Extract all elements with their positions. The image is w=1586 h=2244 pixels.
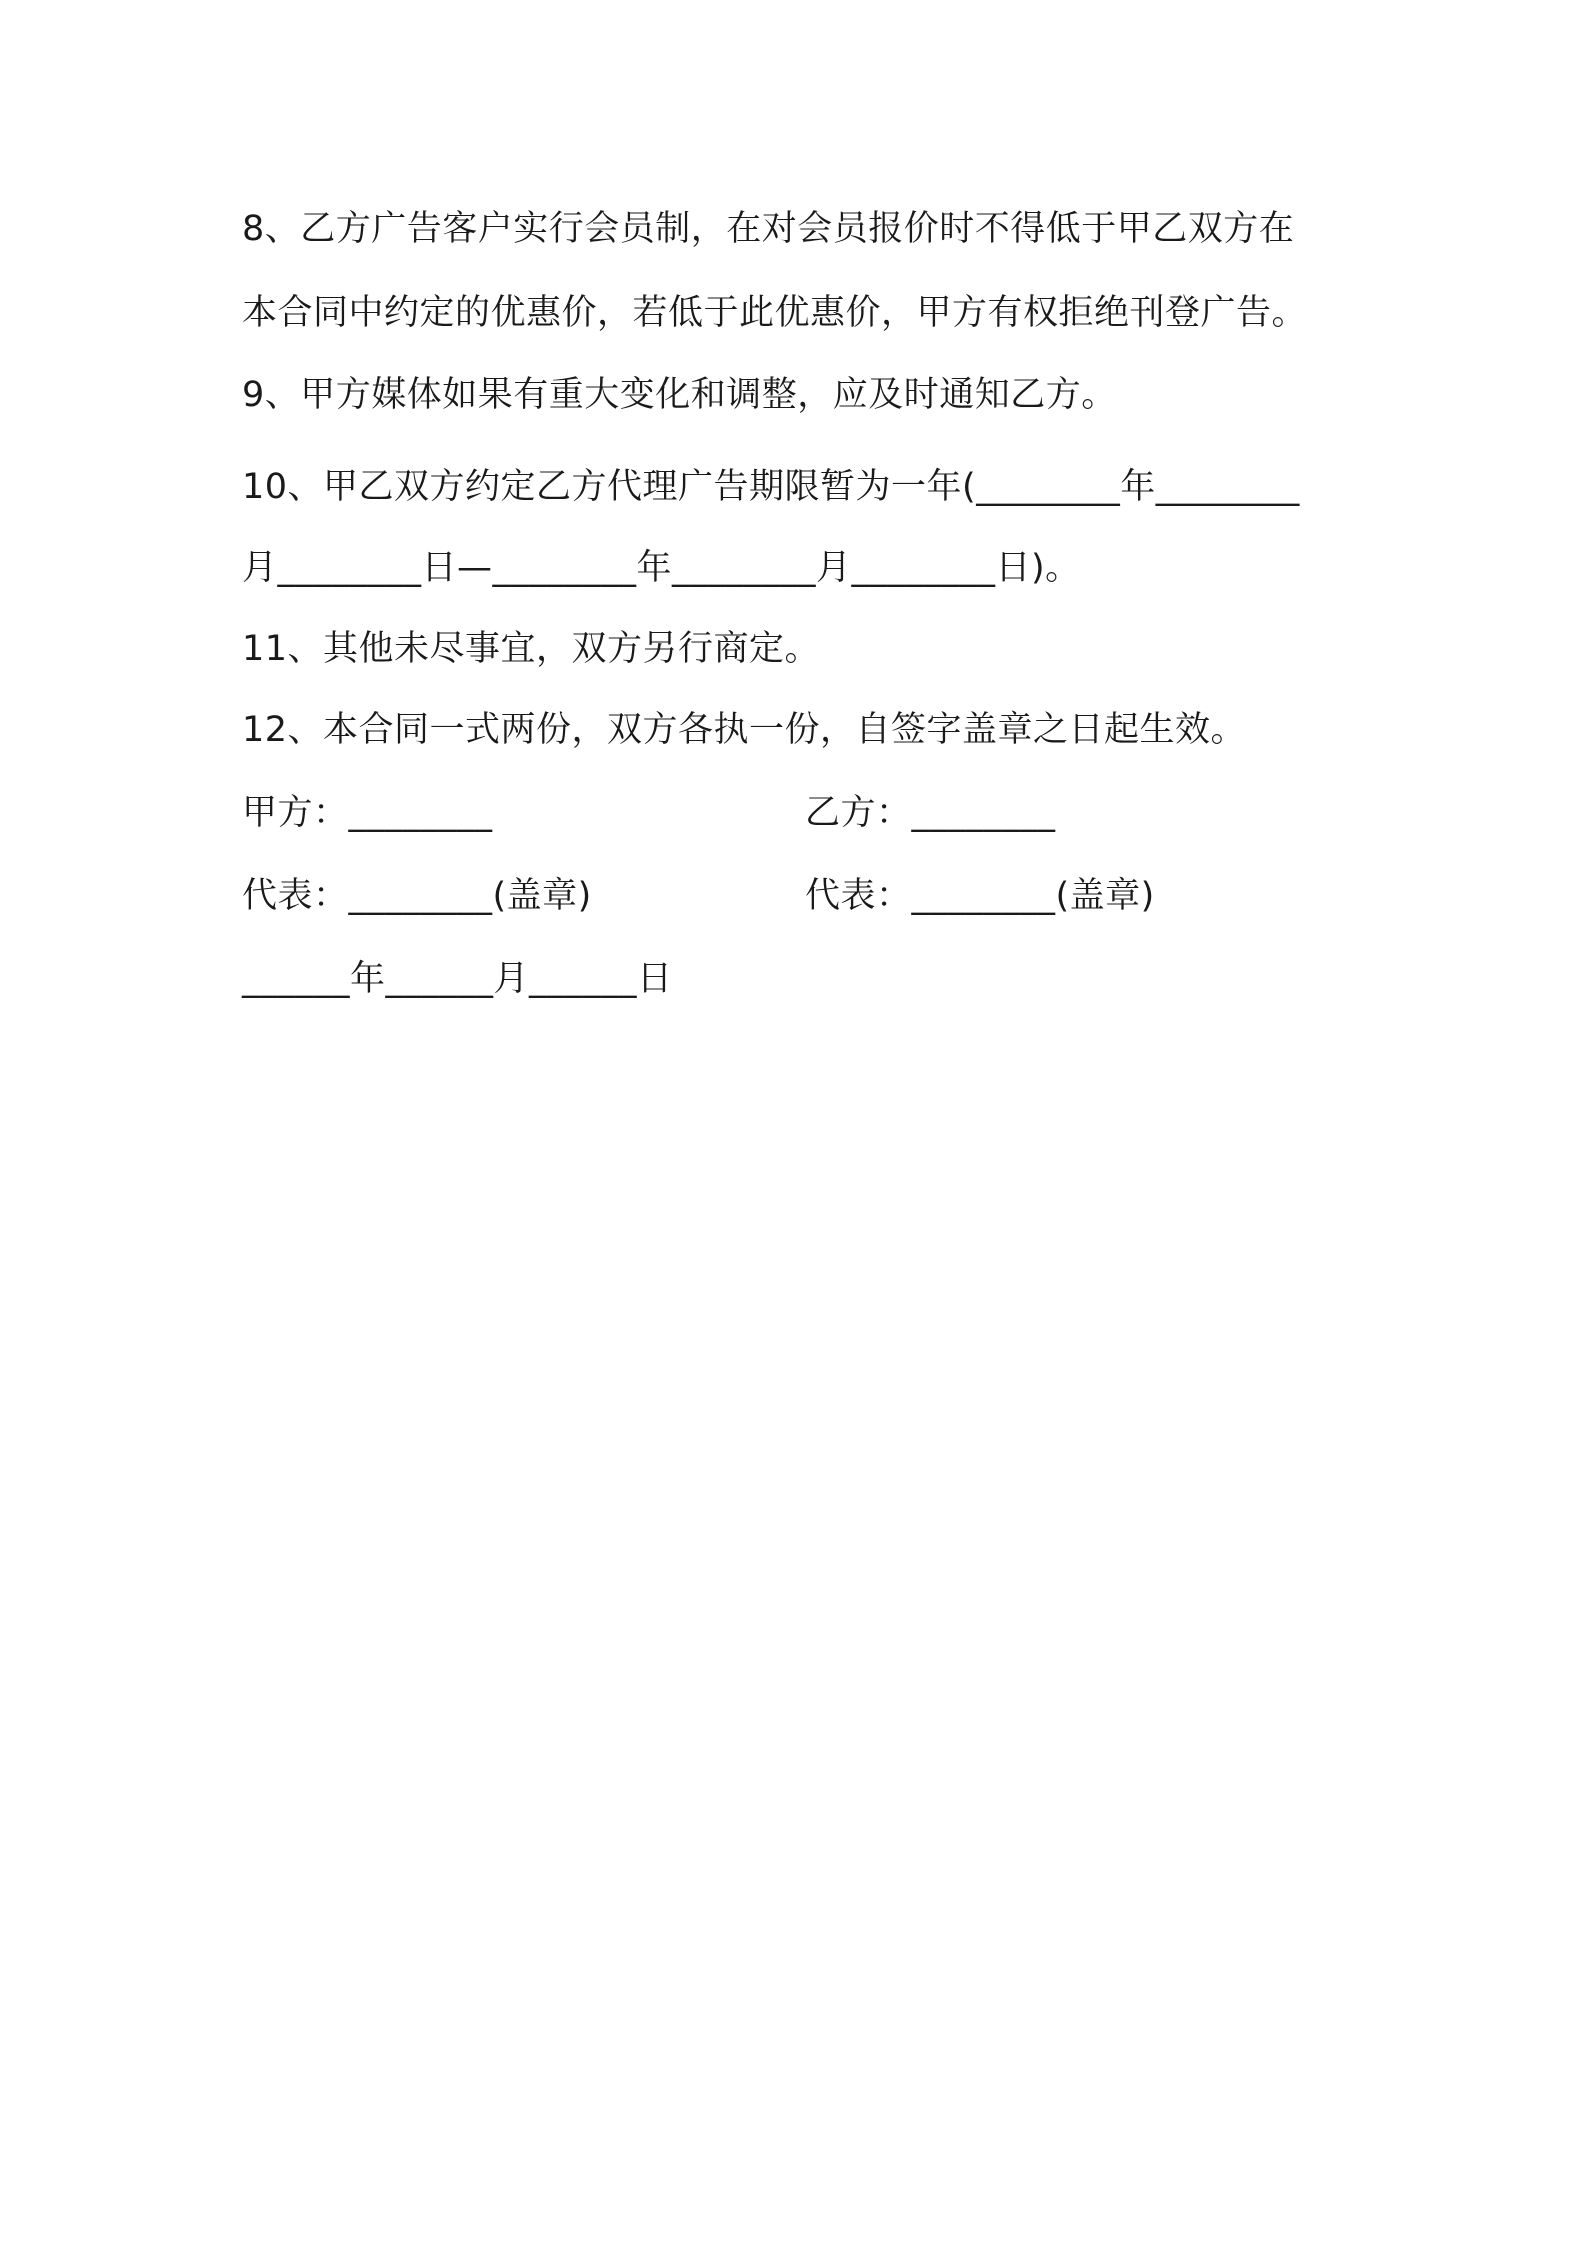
clause-9: 9、甲方媒体如果有重大变化和调整，应及时通知乙方。 xyxy=(242,375,1117,415)
signing-date: ______年______月______日 xyxy=(242,959,673,999)
clause-10-line-1: 10、甲乙双方约定乙方代理广告期限暂为一年(________年________ xyxy=(242,467,1300,507)
party-b-signature: 乙方：________ xyxy=(805,793,1056,833)
clause-8-line-2: 本合同中约定的优惠价，若低于此优惠价，甲方有权拒绝刊登广告。 xyxy=(242,293,1308,333)
clause-10-line-2: 月________日—________年________月________日)。 xyxy=(242,548,1081,588)
party-a-signature: 甲方：________ xyxy=(242,793,493,833)
party-b-representative: 代表：________(盖章) xyxy=(805,876,1155,916)
clause-12: 12、本合同一式两份，双方各执一份，自签字盖章之日起生效。 xyxy=(242,710,1247,750)
party-a-representative: 代表：________(盖章) xyxy=(242,876,592,916)
clause-11: 11、其他未尽事宜，双方另行商定。 xyxy=(242,629,821,669)
clause-8-line-1: 8、乙方广告客户实行会员制，在对会员报价时不得低于甲乙双方在 xyxy=(242,209,1295,249)
